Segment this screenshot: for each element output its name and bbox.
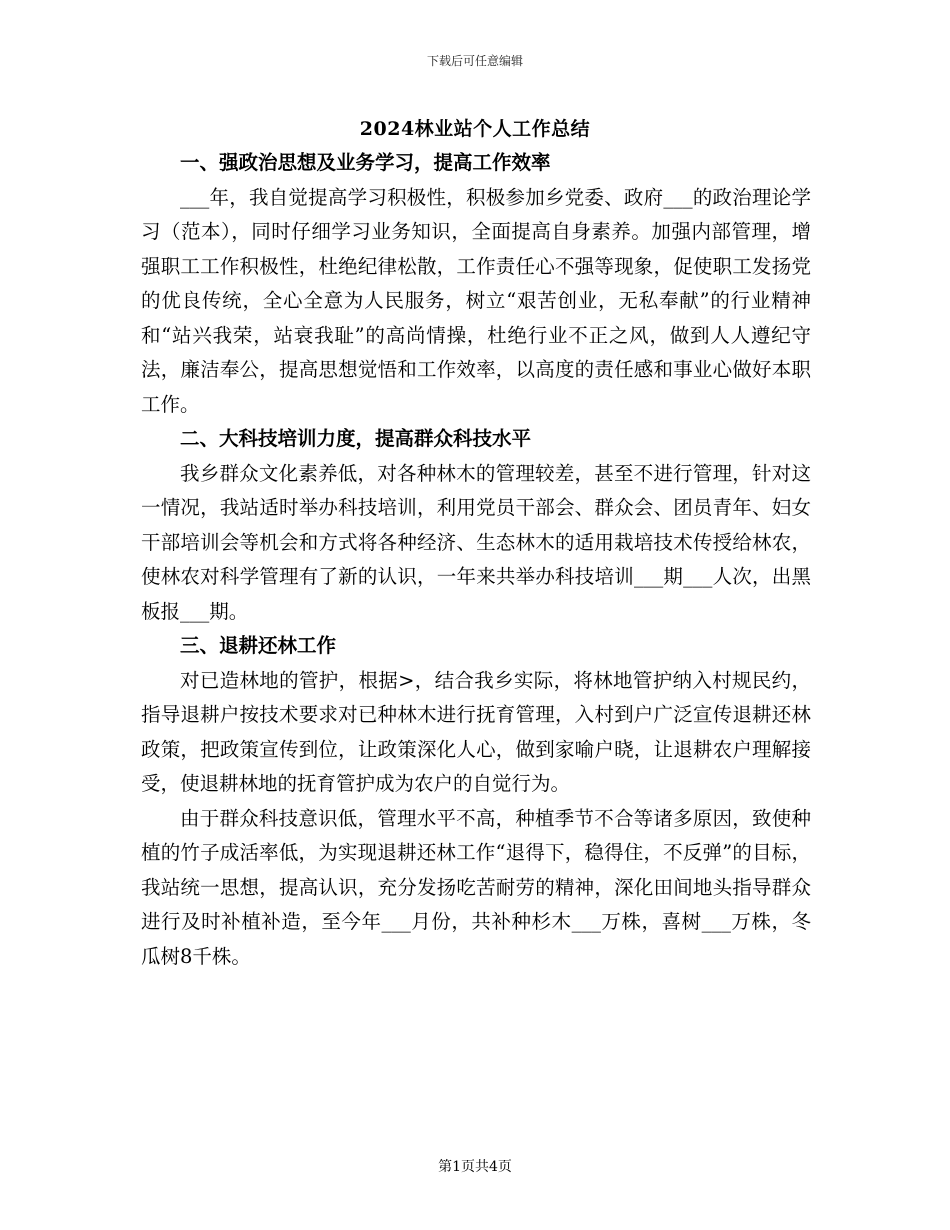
document-title: 2024林业站个人工作总结 [359,118,591,140]
section-3-paragraph-2: 由于群众科技意识低，管理水平不高，种植季节不合等诸多原因，致使种植的竹子成活率低，为实现退耕还林工作“退得下，稳得住，不反弹”的目标，我站统一思想，提高认识，充分发扬吃苦耐劳的精神，深化田间地头指导群众进行及时补植补造，至今年___月份，共补种杉木___万株，喜树___万株，冬瓜树8千株。 [141,806,811,968]
section-heading-2: 二、大科技培训力度，提高群众科技水平 [180,427,532,450]
section-heading-3: 三、退耕还林工作 [180,634,337,657]
page-number-footer: 第1页共4页 [438,1159,512,1175]
header-note: 下载后可任意编辑 [426,54,523,68]
section-2-paragraph-1: 我乡群众文化素养低，对各种林木的管理较差，甚至不进行管理，针对这一情况，我站适时举办科技培训，利用党员干部会、群众会、团员青年、妇女干部培训会等机会和方式将各种经济、生态林木的适用栽培技术传授给林农，使林农对科学管理有了新的认识，一年来共举办科技培训___期___人次，出黑板报___期。 [141,461,811,623]
section-1-paragraph-1: ___年，我自觉提高学习积极性，积极参加乡党委、政府___的政治理论学习（范本），同时仔细学习业务知识，全面提高自身素养。加强内部管理，增强职工工作积极性，杜绝纪律松散，工作责任心不强等现象，促使职工发扬党的优良传统，全心全意为人民服务，树立“艰苦创业，无私奉献”的行业精神和“站兴我荣，站衰我耻”的高尚情操，杜绝行业不正之风，做到人人遵纪守法，廉洁奉公，提高思想觉悟和工作效率，以高度的责任感和事业心做好本职工作。 [141,185,811,416]
document-body [141,146,811,974]
section-heading-1: 一、强政治思想及业务学习，提高工作效率 [180,151,551,174]
section-3-paragraph-1: 对已造林地的管护，根据>，结合我乡实际，将林地管护纳入村规民约，指导退耕户按技术要求对已种林木进行抚育管理，入村到户广泛宣传退耕还林政策，把政策宣传到位，让政策深化人心，做到家喻户晓，让退耕农户理解接受，使退耕林地的抚育管护成为农户的自觉行为。 [141,668,811,795]
